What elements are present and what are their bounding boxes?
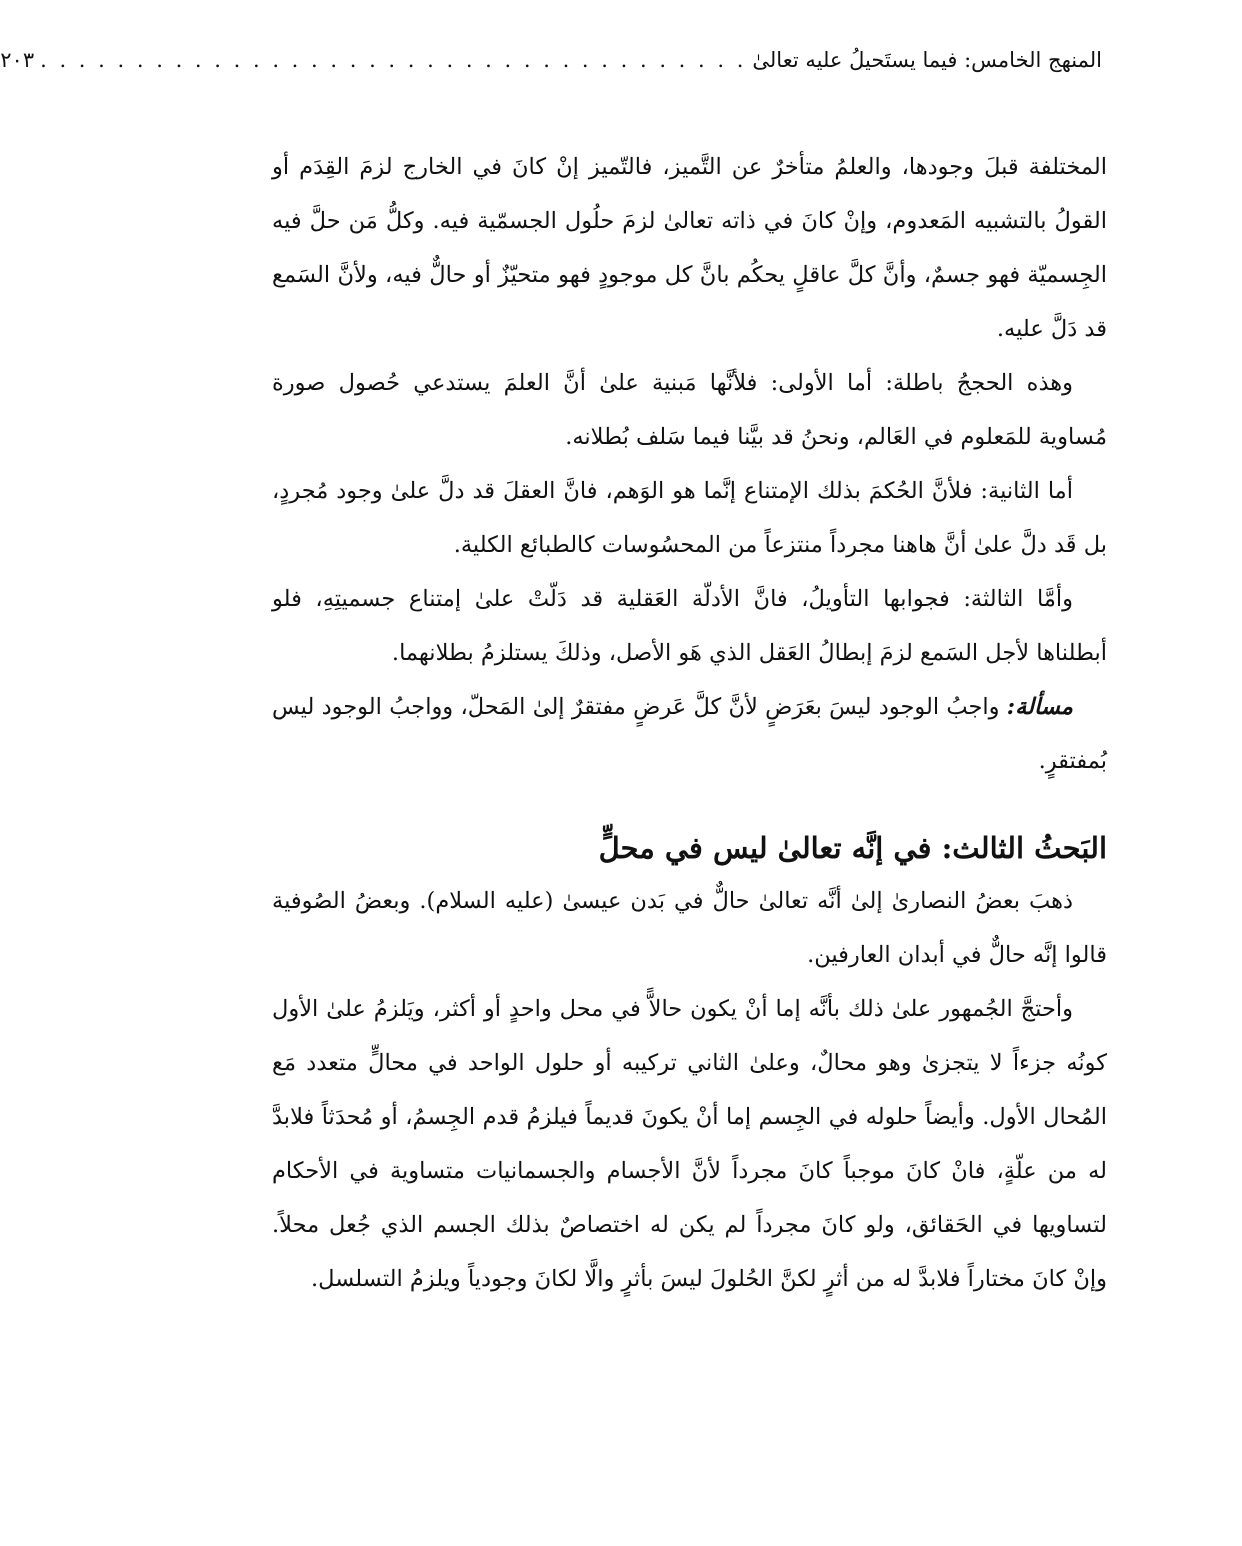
paragraph-7: وأحتجَّ الجُمهور علىٰ ذلك بأنَّه إما أنْ يكون حالاًّ في محل واحدٍ أو أكثر، ويَلزمُ علىٰ الأول كونُه جزءاً لا يتجزىٰ وهو محالٌ، وعلىٰ الثاني تركيبه أو حلول الواحد في محالٍّ متعدد مَع المُحال الأول. وأيضاً حلوله في الجِسم إما أنْ يكونَ قديماً فيلزمُ قدم الجِسمُ، أو مُحدَثاً فلابدَّ له من علّةٍ، فانْ كانَ موجباً كانَ مجرداً لأنَّ الأجسام والجسمانيات متساوية في الأحكام لتساويها في الحَقائق، ولو كانَ مجرداً لم يكن له اختصاصٌ بذلك الجسم الذي جُعل محلاً. وإنْ كانَ مختاراً فلابدَّ له من أثرٍ لكنَّ الحُلولَ ليسَ بأثرٍ والَّا لكانَ وجودياً ويلزمُ التسلسل.	[272, 996, 1107, 1292]
page-number: ٢٠٣	[0, 48, 35, 72]
paragraph-3: أما الثانية: فلأنَّ الحُكمَ بذلك الإمتناع إنَّما هو الوَهم، فانَّ العقلَ قد دلَّ علىٰ وجود مُجردٍ، بل قَد دلَّ علىٰ أنَّ هاهنا مجرداً منتزعاً من المحسُوسات كالطبائع الكلية.	[272, 478, 1107, 558]
running-header	[0, 48, 1102, 88]
leader-dots: . . . . . . . . . . . . . . . . . . . . . . . . . . . . . . . . . . . . .	[40, 48, 747, 72]
paragraph-6: ذهبَ بعضُ النصارىٰ إلىٰ أنَّه تعالىٰ حالٌّ في بَدن عيسىٰ (عليه السلام). وبعضُ الصُوفية قالوا إنَّه حالٌّ في أبدان العارفين.	[272, 888, 1107, 968]
section-heading: البَحثُ الثالث: في إنَّه تعالىٰ ليس في محلٍّ	[598, 831, 1107, 865]
issue-term: مسألة:	[1006, 694, 1073, 720]
body-text	[272, 140, 1107, 1306]
paragraph-2: وهذه الحججُ باطلة: أما الأولى: فلأنَّها مَبنية علىٰ أنَّ العلمَ يستدعي حُصول صورة مُساوية للمَعلوم في العَالم، ونحنُ قد بيَّنا فيما سَلف بُطلانه.	[272, 370, 1107, 450]
chapter-title: المنهج الخامس: فيما يستَحيلُ عليه تعالىٰ	[752, 48, 1102, 72]
paragraph-5-text: واجبُ الوجود ليسَ بعَرَضٍ لأنَّ كلَّ عَرضٍ مفتقرٌ إلىٰ المَحلّ، وواجبُ الوجود ليس بُمفتقرٍ.	[272, 694, 1107, 774]
paragraph-1: المختلفة قبلَ وجودها، والعلمُ متأخرٌ عن التَّميز، فالتّميز إنْ كانَ في الخارج لزمَ القِدَم أو القولُ بالتشبيه المَعدوم، وإنْ كانَ في ذاته تعالىٰ لزمَ حلُول الجسمّية فيه. وكلُّ مَن حلَّ فيه الجِسميّة فهو جسمٌ، وأنَّ كلَّ عاقلٍ يحكُم بانَّ كل موجودٍ فهو متحيّزٌ أو حالٌّ فيه، ولأنَّ السَمع قد دَلَّ عليه.	[272, 154, 1107, 342]
paragraph-5	[272, 680, 1107, 788]
paragraph-4: وأمَّا الثالثة: فجوابها التأويلُ، فانَّ الأدلّة العَقلية قد دَلّتْ علىٰ إمتناع جسميتِهِ، فلو أبطلناها لأجل السَمع لزمَ إبطالُ العَقل الذي هَو الأصل، وذلكَ يستلزمُ بطلانهما.	[272, 586, 1107, 666]
